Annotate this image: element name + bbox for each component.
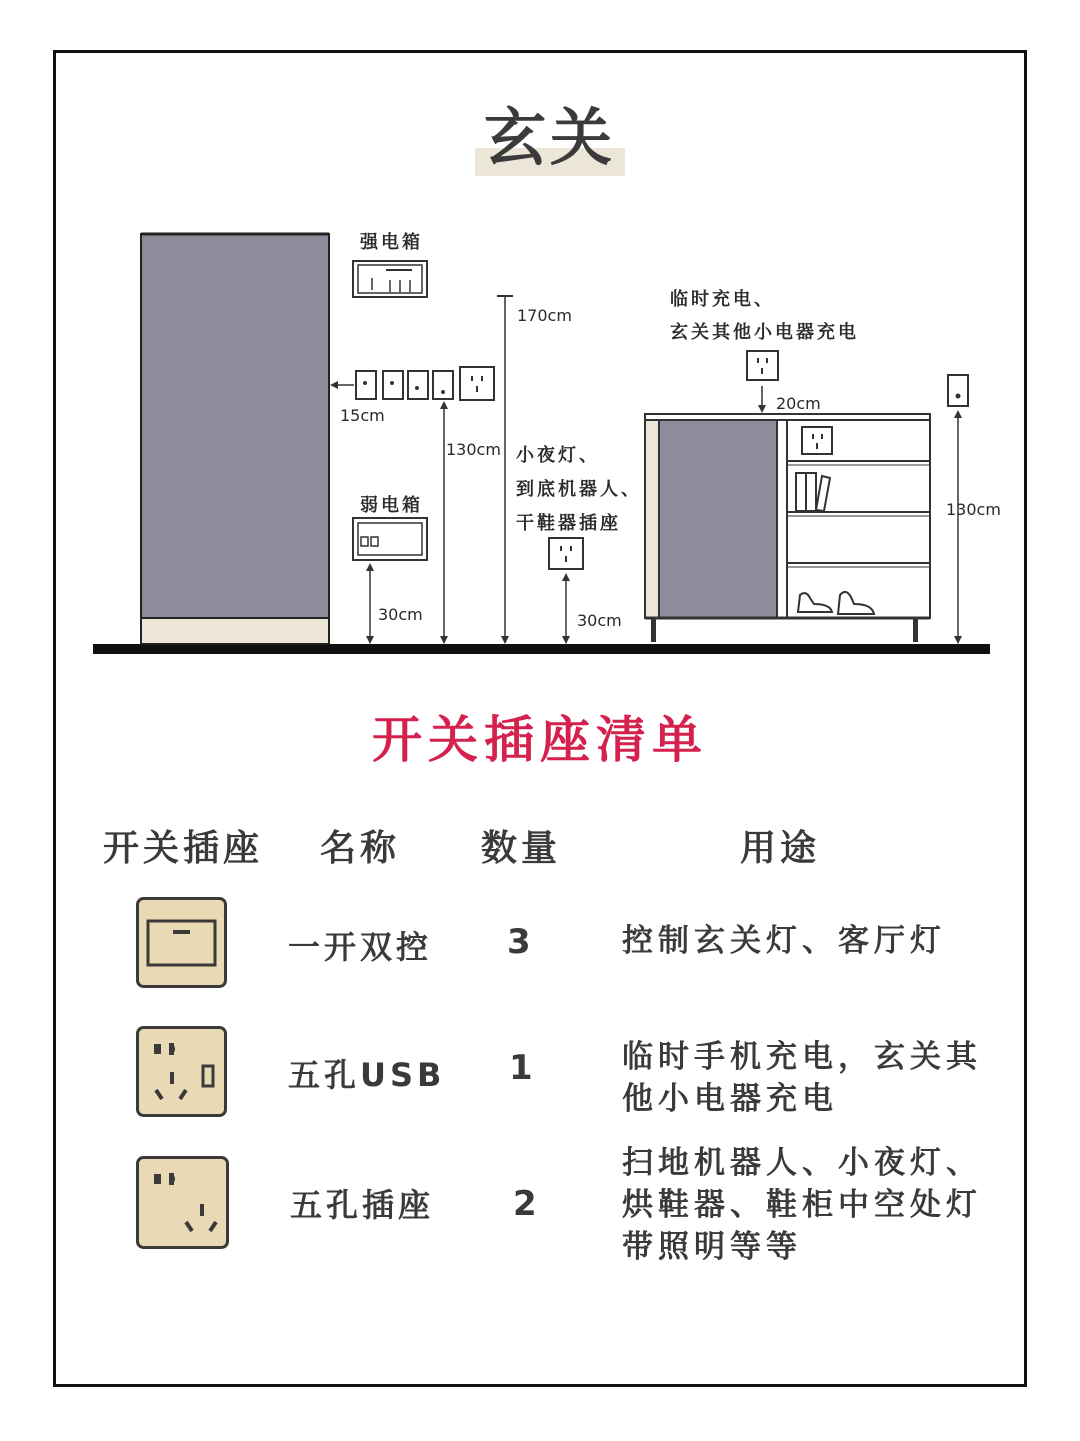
row-2-use-line-1: 临时手机充电，玄关其 [622,1039,982,1075]
header-usage: 用途 [740,828,821,869]
night-light-socket-icon [549,538,583,569]
row-1-use-line-1: 控制玄关灯、客厅灯 [622,923,946,959]
dim-130cm-right: 130cm [946,500,1001,519]
row-2-name: 五孔USB [288,1056,446,1094]
dim-20cm: 20cm [776,394,821,413]
row-3-use-line-1: 扫地机器人、小夜灯、 [622,1145,982,1181]
floor-line [93,644,990,654]
row-1-name: 一开双控 [288,928,433,966]
page-title: 玄关 [483,101,616,174]
dim-130cm-left: 130cm [446,440,501,459]
night-light-label-1: 小夜灯、 [516,445,600,466]
header-quantity: 数量 [481,828,562,869]
door-threshold [141,618,329,644]
weak-box-label: 弱电箱 [360,495,423,516]
temp-charge-label-1: 临时充电、 [670,289,775,310]
row-2-qty: 1 [509,1048,537,1088]
list-title: 开关插座清单 [372,711,708,769]
weak-electric-box-icon [353,518,427,560]
row-2-use [622,1036,992,1120]
header-switch-socket: 开关插座 [103,828,264,869]
row-2-use-line-2: 他小电器充电 [622,1081,838,1117]
books-icon [796,473,830,511]
switch-row-icon [356,367,494,400]
strong-box-label: 强电箱 [360,232,423,253]
row-3-use-line-3: 带照明等等 [622,1229,802,1265]
row-3-use [622,1142,992,1268]
entry-door [141,234,329,618]
night-light-label-3: 干鞋器插座 [516,513,621,534]
row-3-use-line-2: 烘鞋器、鞋柜中空处灯 [622,1187,982,1223]
right-switch-icon [948,375,968,406]
dim-30cm-mid: 30cm [577,611,622,630]
row-1-qty: 3 [507,922,535,962]
row-3-qty: 2 [513,1184,541,1224]
temp-charge-socket-icon [747,351,778,380]
header-name: 名称 [320,828,401,869]
dim-15cm: 15cm [340,406,385,425]
five-hole-usb-socket-icon [136,1026,226,1116]
night-light-label-2: 到底机器人、 [516,479,642,500]
dim-170cm: 170cm [517,306,572,325]
cabinet-socket-icon [802,427,832,454]
shoe-cabinet [645,414,930,642]
temp-charge-label-2: 玄关其他小电器充电 [670,322,859,343]
single-switch-icon [136,897,226,987]
row-1-use [622,920,992,962]
strong-electric-box-icon [353,261,427,297]
five-hole-socket-icon [136,1156,226,1246]
entrance-elevation-diagram [0,0,1080,700]
dim-30cm-left: 30cm [378,605,423,624]
row-3-name: 五孔插座 [290,1186,435,1224]
